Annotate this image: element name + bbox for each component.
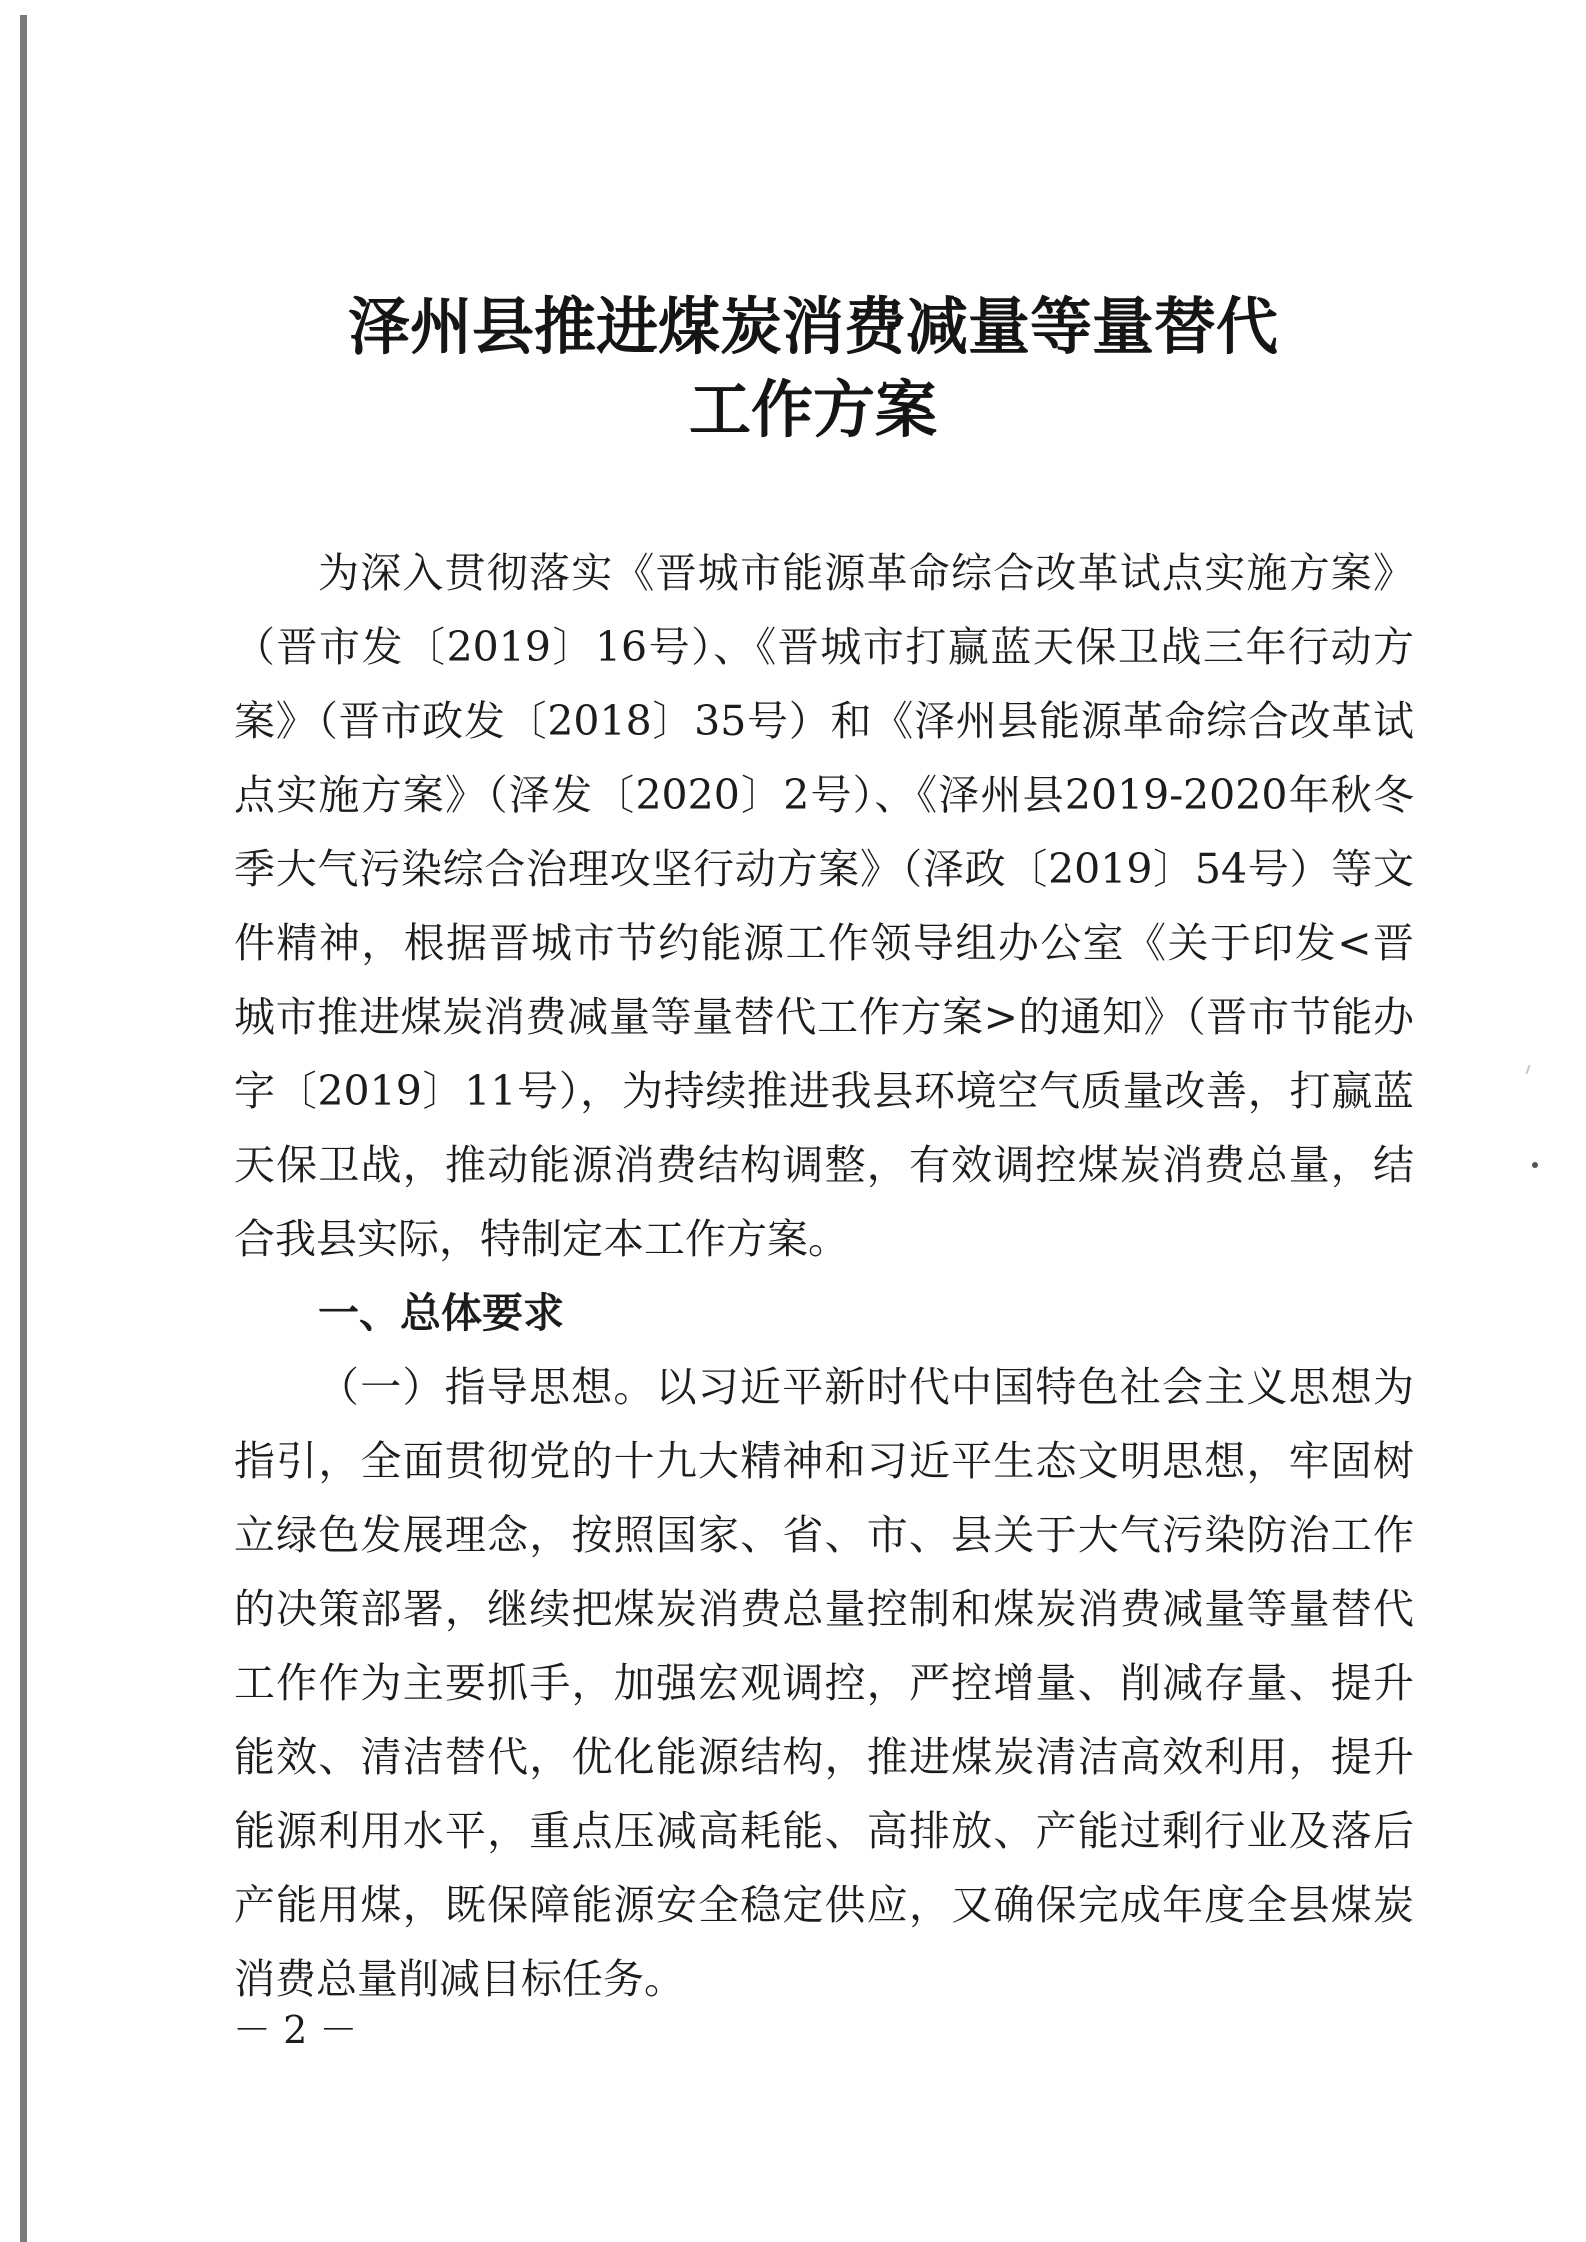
paragraph-1-line-1: 为深入贯彻落实《晋城市能源革命综合改革试点实施方案》 xyxy=(318,549,1414,597)
paragraph-2-line-8: 产能用煤，既保障能源安全稳定供应，又确保完成年度全县煤炭 xyxy=(234,1881,1414,1929)
paragraph-1-line-9: 天保卫战，推动能源消费结构调整，有效调控煤炭消费总量，结 xyxy=(234,1141,1414,1189)
paragraph-1-line-6: 件精神，根据晋城市节约能源工作领导组办公室《关于印发<晋 xyxy=(234,919,1414,967)
scan-speck xyxy=(1526,1065,1531,1074)
paragraph-1-line-3: 案》（晋市政发〔2018〕35号）和《泽州县能源革命综合改革试 xyxy=(234,697,1414,745)
document-title-line-2: 工作方案 xyxy=(688,373,937,446)
paragraph-2-line-3: 立绿色发展理念，按照国家、省、市、县关于大气污染防治工作 xyxy=(234,1511,1414,1559)
paragraph-2-line-9: 消费总量削减目标任务。 xyxy=(234,1955,685,2003)
paragraph-2-line-1: （一）指导思想。以习近平新时代中国特色社会主义思想为 xyxy=(318,1363,1414,1411)
section-1-heading: 一、总体要求 xyxy=(318,1289,564,1337)
page-number: － 2 － xyxy=(233,2008,358,2052)
paragraph-2-line-4: 的决策部署，继续把煤炭消费总量控制和煤炭消费减量等量替代 xyxy=(234,1585,1414,1633)
document-title-line-1: 泽州县推进煤炭消费减量等量替代 xyxy=(347,290,1278,363)
paragraph-1-line-10: 合我县实际，特制定本工作方案。 xyxy=(234,1215,849,1263)
scan-dot xyxy=(1532,1162,1538,1168)
paragraph-2-line-5: 工作作为主要抓手，加强宏观调控，严控增量、削减存量、提升 xyxy=(234,1659,1414,1707)
paragraph-1-line-2: （晋市发〔2019〕16号）、《晋城市打赢蓝天保卫战三年行动方 xyxy=(234,623,1414,671)
paragraph-1-line-4: 点实施方案》（泽发〔2020〕2号）、《泽州县2019-2020年秋冬 xyxy=(234,771,1414,819)
paragraph-1-line-8: 字〔2019〕11号），为持续推进我县环境空气质量改善，打赢蓝 xyxy=(234,1067,1414,1115)
paragraph-2-line-2: 指引，全面贯彻党的十九大精神和习近平生态文明思想，牢固树 xyxy=(234,1437,1414,1485)
paragraph-2-line-7: 能源利用水平，重点压减高耗能、高排放、产能过剩行业及落后 xyxy=(234,1807,1414,1855)
paragraph-1-line-5: 季大气污染综合治理攻坚行动方案》（泽政〔2019〕54号）等文 xyxy=(234,845,1414,893)
paragraph-2-line-6: 能效、清洁替代，优化能源结构，推进煤炭清洁高效利用，提升 xyxy=(234,1733,1414,1781)
paragraph-1-line-7: 城市推进煤炭消费减量等量替代工作方案>的通知》（晋市节能办 xyxy=(234,993,1414,1041)
